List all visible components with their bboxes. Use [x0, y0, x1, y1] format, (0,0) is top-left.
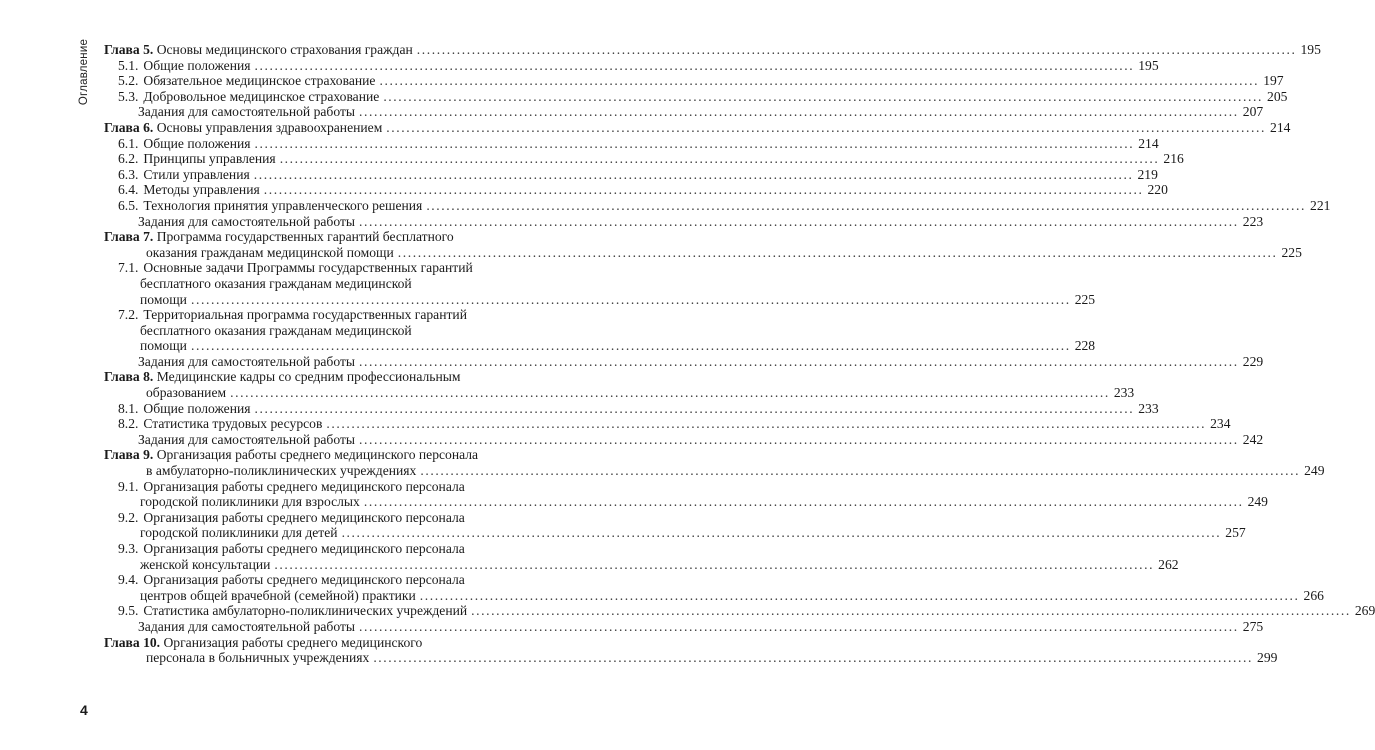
section-number: 6.5.	[118, 197, 139, 213]
dot-leader	[373, 650, 1253, 665]
toc-entry-title	[118, 541, 1179, 572]
toc-entry-title	[118, 479, 1268, 510]
toc-entry-title	[138, 354, 1263, 370]
dot-leader	[255, 401, 1135, 416]
toc-section-entry	[104, 182, 1168, 198]
toc-page-number: 299	[1257, 650, 1278, 666]
section-number: 6.2.	[118, 151, 139, 167]
toc-entry-text: Задания для самостоятельной работы	[138, 213, 356, 229]
toc-page-number: 229	[1242, 353, 1264, 369]
toc-section-entry	[104, 603, 1375, 619]
toc-entry-title	[118, 510, 1246, 541]
toc-page-number: 223	[1242, 213, 1264, 229]
toc-entry-title	[138, 104, 1263, 120]
toc-entry-text: в амбулаторно-поликлинических учреждениях	[146, 463, 417, 479]
toc-entry-text: Основы управления здравоохранением	[156, 119, 383, 135]
section-number: 6.1.	[118, 135, 139, 151]
toc-tasks-entry	[104, 213, 1264, 230]
toc-entry-text: помощи	[140, 338, 187, 354]
toc-section-entry	[104, 307, 1096, 354]
toc-tasks-entry	[104, 104, 1264, 120]
dot-leader	[280, 151, 1160, 166]
toc-entry-title	[118, 603, 1375, 619]
dot-leader	[420, 463, 1300, 478]
toc-page-number: 205	[1267, 88, 1288, 104]
toc-section-entry	[104, 166, 1158, 183]
toc-section-entry	[104, 73, 1284, 89]
toc-section-entry	[104, 478, 1268, 510]
section-number: 9.3.	[118, 541, 139, 556]
toc-entry-text: городской поликлиники для взрослых	[140, 494, 360, 510]
toc-entry-title	[118, 401, 1159, 417]
toc-entry-title	[138, 619, 1263, 635]
dot-leader	[379, 73, 1259, 88]
page-number: 4	[80, 702, 88, 718]
toc-entry-title	[104, 42, 1321, 58]
toc-entry-text: Задания для самостоятельной работы	[138, 431, 356, 447]
section-number: 6.3.	[118, 166, 139, 182]
toc-entry-text: Обязательное медицинское страхование	[143, 73, 376, 89]
section-number: 7.2.	[118, 307, 139, 323]
toc-entry-title	[118, 151, 1184, 167]
toc-section-entry	[104, 151, 1184, 167]
section-number: 8.2.	[118, 416, 139, 432]
toc-section-entry	[104, 400, 1159, 417]
toc-page-number: 195	[1300, 42, 1321, 57]
toc-entry-title	[118, 89, 1287, 105]
toc-page-number: 197	[1263, 73, 1284, 89]
toc-section-entry	[104, 57, 1159, 74]
toc-tasks-entry	[104, 431, 1264, 448]
section-number: 8.1.	[118, 400, 139, 416]
toc-page-number: 249	[1247, 494, 1268, 510]
toc-entry-title	[118, 73, 1284, 89]
toc-entry-text: Задания для самостоятельной работы	[138, 353, 356, 369]
dot-leader	[254, 167, 1134, 182]
toc-entry-text: городской поликлиники для детей	[140, 525, 338, 541]
chapter-label: Глава 10.	[104, 634, 161, 650]
toc-page-number: 275	[1242, 618, 1264, 634]
toc-entry-text: Методы управления	[143, 182, 260, 198]
toc-entry-text: оказания гражданам медицинской помощи	[146, 244, 394, 260]
toc-entry-text: Организация работы среднего медицинского персонала	[156, 447, 479, 463]
dot-leader	[364, 494, 1244, 509]
toc-section-entry	[104, 88, 1288, 105]
toc-page-number: 249	[1304, 463, 1325, 479]
dot-leader	[359, 619, 1239, 634]
dot-leader	[274, 557, 1154, 572]
section-number: 7.1.	[118, 260, 139, 276]
toc-page-number: 216	[1163, 151, 1184, 167]
toc-entry-text: персонала в больничных учреждениях	[146, 650, 370, 666]
toc-entry-text: центров общей врачебной (семейной) практики	[140, 587, 416, 603]
toc-entry-text: бесплатного оказания гражданам медицинской	[140, 275, 412, 291]
dot-leader	[398, 245, 1278, 260]
toc-entry-text: Медицинские кадры со средним профессиональным	[156, 369, 461, 385]
toc-chapter-entry	[104, 369, 1135, 401]
toc-entry-text: помощи	[140, 291, 187, 307]
dot-leader	[417, 42, 1297, 57]
toc-entry-title	[118, 416, 1231, 432]
toc-entry-title	[118, 167, 1158, 183]
toc-entry-title	[118, 58, 1159, 74]
toc-entry-text: Задания для самостоятельной работы	[138, 618, 356, 634]
dot-leader	[255, 136, 1135, 151]
dot-leader	[386, 120, 1266, 135]
toc-chapter-entry	[104, 229, 1302, 260]
toc-entry-title	[118, 307, 1095, 354]
table-of-contents	[104, 42, 1375, 666]
toc-entry-title	[104, 369, 1134, 400]
dot-leader	[342, 525, 1222, 540]
toc-page-number: 234	[1210, 416, 1231, 432]
toc-entry-text: Организация работы среднего медицинского персонала	[143, 541, 465, 556]
toc-section-entry	[104, 509, 1246, 541]
toc-entry-title	[104, 635, 1277, 666]
toc-page-number: 214	[1270, 119, 1291, 135]
toc-entry-title	[138, 432, 1263, 448]
toc-entry-title	[118, 260, 1095, 307]
toc-entry-title	[104, 229, 1302, 260]
toc-entry-title	[104, 120, 1290, 136]
toc-page-number: 219	[1137, 166, 1158, 182]
section-number: 9.2.	[118, 509, 139, 525]
toc-entry-text: Задания для самостоятельной работы	[138, 104, 356, 120]
toc-page-number: 233	[1113, 385, 1135, 401]
toc-entry-text: Основные задачи Программы государственных гарантий	[143, 260, 473, 276]
toc-chapter-entry	[104, 42, 1321, 58]
dot-leader	[191, 292, 1071, 307]
toc-entry-text: образованием	[146, 385, 227, 401]
section-number: 5.2.	[118, 73, 139, 89]
toc-entry-text: Организация работы среднего медицинского персонала	[143, 572, 465, 588]
toc-page-number: 262	[1158, 556, 1179, 572]
toc-page-number: 225	[1074, 291, 1096, 307]
toc-chapter-entry	[104, 634, 1278, 666]
toc-tasks-entry	[104, 353, 1264, 370]
toc-tasks-entry	[104, 618, 1264, 635]
toc-entry-title	[104, 447, 1324, 478]
toc-section-entry	[104, 197, 1331, 214]
toc-entry-text: Организация работы среднего медицинского персонала	[143, 478, 465, 494]
chapter-label: Глава 7.	[104, 229, 154, 245]
toc-entry-text: Общие положения	[143, 400, 251, 416]
dot-leader	[191, 338, 1071, 353]
section-number: 9.5.	[118, 603, 139, 619]
toc-page-number: 220	[1147, 182, 1168, 198]
toc-entry-text: Принципы управления	[143, 151, 276, 167]
toc-page-number: 207	[1242, 104, 1264, 120]
section-number: 5.3.	[118, 88, 139, 104]
dot-leader	[359, 354, 1239, 369]
toc-entry-text: Технология принятия управленческого решения	[143, 197, 423, 213]
dot-leader	[359, 214, 1239, 229]
chapter-label: Глава 5.	[104, 42, 154, 57]
toc-page-number: 225	[1281, 244, 1302, 260]
toc-page-number: 214	[1138, 135, 1159, 151]
toc-entry-text: женской консультации	[140, 556, 271, 572]
dot-leader	[383, 89, 1263, 104]
toc-entry-text: Добровольное медицинское страхование	[143, 88, 380, 104]
dot-leader	[420, 588, 1300, 603]
section-number: 9.4.	[118, 572, 139, 588]
toc-section-entry	[104, 260, 1096, 307]
toc-entry-text: Статистика трудовых ресурсов	[143, 416, 323, 432]
dot-leader	[230, 385, 1110, 400]
toc-entry-title	[118, 572, 1324, 603]
toc-entry-text: Общие положения	[143, 57, 251, 73]
section-number: 5.1.	[118, 57, 139, 73]
toc-page-number: 266	[1303, 587, 1324, 603]
toc-entry-text: Программа государственных гарантий бесплатного	[156, 229, 454, 245]
toc-entry-title	[118, 182, 1168, 198]
toc-page-number: 221	[1310, 197, 1331, 213]
toc-entry-text: Общие положения	[143, 135, 251, 151]
toc-section-entry	[104, 135, 1159, 152]
dot-leader	[255, 58, 1135, 73]
dot-leader	[426, 198, 1306, 213]
toc-page-number: 242	[1242, 431, 1264, 447]
toc-entry-title	[138, 214, 1263, 230]
toc-section-entry	[104, 572, 1324, 603]
dot-leader	[264, 182, 1144, 197]
toc-page-number: 233	[1138, 400, 1159, 416]
toc-page-number: 195	[1138, 57, 1159, 73]
section-number: 6.4.	[118, 182, 139, 198]
toc-entry-title	[118, 198, 1330, 214]
dot-leader	[326, 416, 1206, 431]
chapter-label: Глава 8.	[104, 369, 154, 385]
dot-leader	[359, 432, 1239, 447]
toc-section-entry	[104, 541, 1179, 572]
toc-entry-text: Территориальная программа государственных гарантий	[143, 307, 467, 323]
toc-entry-title	[118, 136, 1159, 152]
toc-entry-text: Статистика амбулаторно-поликлинических учреждений	[143, 603, 468, 619]
chapter-label: Глава 9.	[104, 447, 154, 463]
toc-entry-text: бесплатного оказания гражданам медицинской	[140, 322, 412, 338]
toc-entry-text: Основы медицинского страхования граждан	[156, 42, 413, 57]
toc-section-entry	[104, 416, 1231, 432]
section-number: 9.1.	[118, 478, 139, 494]
toc-page-number: 257	[1225, 525, 1246, 541]
chapter-label: Глава 6.	[104, 119, 154, 135]
running-header-section-title: Оглавление	[78, 38, 90, 106]
dot-leader	[359, 104, 1239, 119]
dot-leader	[471, 603, 1351, 618]
toc-page-number: 269	[1354, 603, 1375, 619]
toc-entry-text: Стили управления	[143, 166, 250, 182]
toc-entry-text: Организация работы среднего медицинского персонала	[143, 509, 465, 525]
toc-chapter-entry	[104, 447, 1325, 479]
toc-page-number: 228	[1074, 338, 1096, 354]
toc-entry-text: Организация работы среднего медицинского	[163, 634, 423, 650]
toc-chapter-entry	[104, 119, 1291, 136]
